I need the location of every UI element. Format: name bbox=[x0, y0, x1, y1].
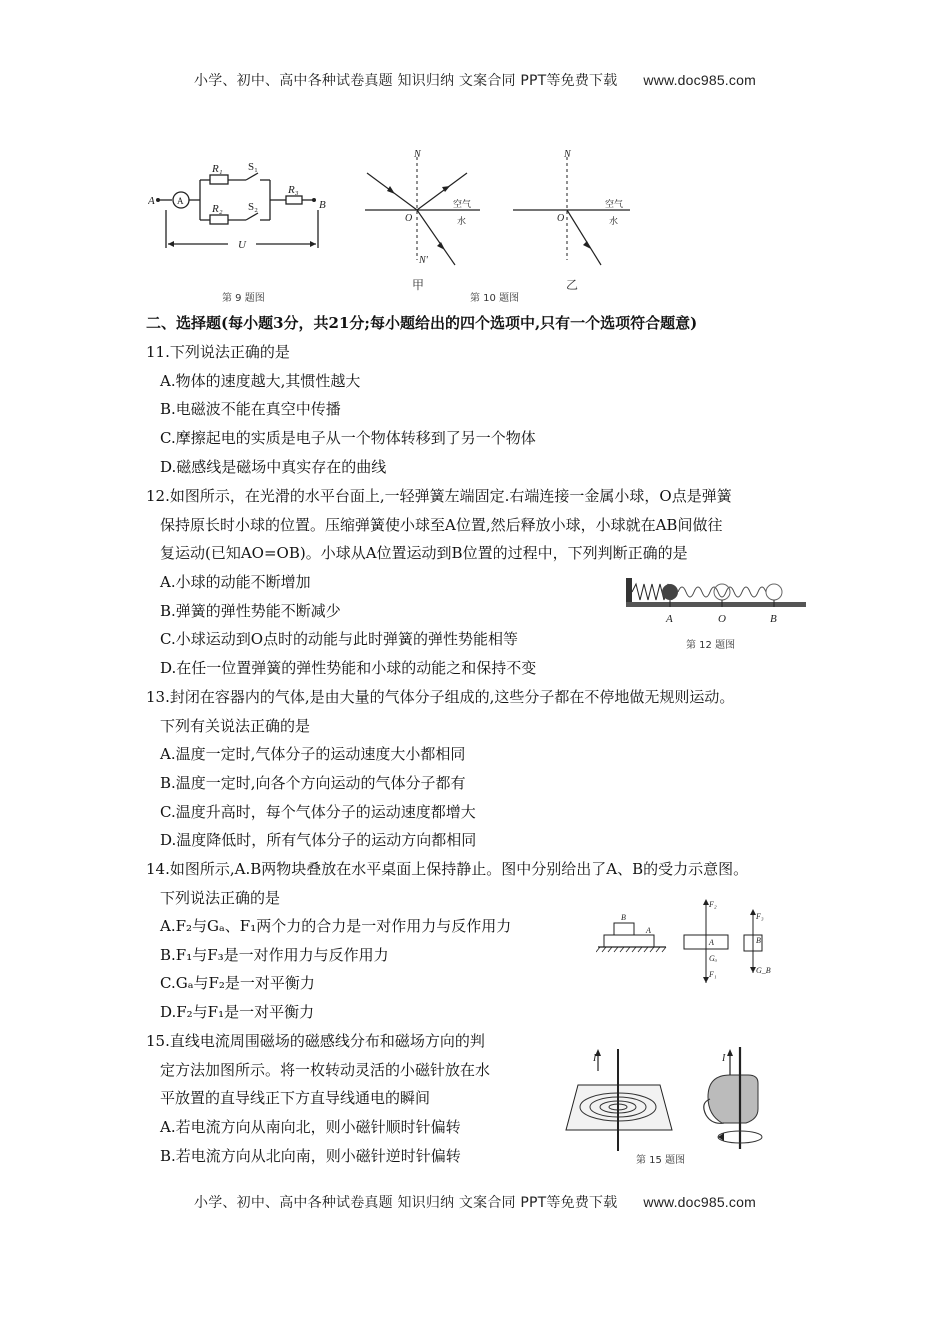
voltage-label: U bbox=[238, 239, 246, 251]
yi-water-label: 水 bbox=[609, 216, 619, 226]
q11-stem: 11.下列说法正确的是 bbox=[146, 343, 290, 361]
block-b-label: B bbox=[621, 913, 626, 922]
spring-label-a: A bbox=[666, 613, 673, 625]
header-text: 小学、初中、高中各种试卷真题 知识归纳 文案合同 PPT等免费下载 bbox=[194, 73, 618, 89]
q11-option-c: C.摩擦起电的实质是电子从一个物体转移到了另一个物体 bbox=[160, 429, 536, 447]
q12-stem-line1: 12.如图所示，在光滑的水平台面上,一轻弹簧左端固定.右端连接一金属小球，O点是弹簧 bbox=[146, 487, 732, 505]
q14-option-d: D.F₂与F₁是一对平衡力 bbox=[160, 1003, 315, 1021]
page-footer bbox=[0, 1192, 950, 1212]
figure-14-forces bbox=[596, 895, 796, 985]
fbd-a-label: A bbox=[709, 938, 714, 947]
q12-option-d: D.在任一位置弹簧的弹性势能和小球的动能之和保持不变 bbox=[160, 659, 537, 677]
spring-label-o: O bbox=[718, 613, 726, 625]
yi-normal-label-n: N bbox=[564, 149, 571, 160]
force-gb-label: G_B bbox=[756, 966, 771, 975]
s1-label: S₁ bbox=[248, 161, 258, 173]
force-ga-label: Gₐ bbox=[709, 954, 718, 963]
q13-stem-line2: 下列有关说法正确的是 bbox=[160, 717, 311, 735]
figure-9-circuit bbox=[148, 150, 328, 265]
q12-option-b: B.弹簧的弹性势能不断减少 bbox=[160, 602, 341, 620]
q14-option-a: A.F₂与Gₐ、F₁两个力的合力是一对作用力与反作用力 bbox=[160, 917, 512, 935]
fig10-caption: 第 10 题图 bbox=[470, 293, 520, 304]
circuit-label-b: B bbox=[319, 199, 326, 211]
q15-stem-line1: 15.直线电流周围磁场的磁感线分布和磁场方向的判 bbox=[146, 1032, 485, 1050]
q11-option-d: D.磁感线是磁场中真实存在的曲线 bbox=[160, 458, 387, 476]
figure-10-yi bbox=[505, 145, 635, 275]
normal-label-n: N bbox=[414, 149, 421, 160]
figure-12-spring bbox=[622, 574, 812, 630]
q13-option-a: A.温度一定时,气体分子的运动速度大小都相同 bbox=[160, 745, 466, 763]
force-diagram bbox=[596, 895, 796, 985]
current-label-left: I bbox=[593, 1053, 597, 1064]
r2-label: R₂ bbox=[212, 203, 223, 215]
fig15-caption: 第 15 题图 bbox=[636, 1155, 686, 1166]
air-label: 空气 bbox=[453, 199, 472, 209]
fbd-b-label: B bbox=[756, 936, 761, 945]
fig10-yi-label: 乙 bbox=[566, 278, 579, 292]
r1-label: R₁ bbox=[212, 163, 223, 175]
q12-option-c: C.小球运动到O点时的动能与此时弹簧的弹性势能相等 bbox=[160, 630, 519, 648]
page-header bbox=[0, 70, 950, 90]
block-a-label: A bbox=[646, 926, 651, 935]
force-f3-label: F₃ bbox=[756, 912, 764, 921]
r3-label: R₃ bbox=[288, 184, 299, 196]
q15-option-b: B.若电流方向从北向南，则小磁针逆时针偏转 bbox=[160, 1147, 461, 1165]
spring-ball-diagram bbox=[622, 574, 812, 630]
point-label-o: O bbox=[405, 213, 413, 224]
circuit-diagram bbox=[148, 150, 328, 265]
q11-option-a: A.物体的速度越大,其惯性越大 bbox=[160, 372, 361, 390]
refraction-diagram-yi bbox=[505, 145, 635, 275]
q14-stem-line1: 14.如图所示,A.B两物块叠放在水平桌面上保持静止。图中分别给出了A、B的受力示意图。 bbox=[146, 860, 749, 878]
water-label: 水 bbox=[457, 216, 467, 226]
footer-site: www.doc985.com bbox=[643, 1194, 756, 1210]
normal-label-n-prime: N' bbox=[419, 255, 428, 266]
q12-option-a: A.小球的动能不断增加 bbox=[160, 573, 311, 591]
section-2-title: 二、选择题(每小题3分，共21分;每小题给出的四个选项中,只有一个选项符合题意) bbox=[146, 314, 698, 332]
magnetic-field-diagram bbox=[560, 1045, 775, 1155]
q13-option-c: C.温度升高时，每个气体分子的运动速度都增大 bbox=[160, 803, 476, 821]
circuit-label-a: A bbox=[148, 195, 155, 207]
footer-text: 小学、初中、高中各种试卷真题 知识归纳 文案合同 PPT等免费下载 bbox=[194, 1195, 618, 1211]
q13-stem-line1: 13.封闭在容器内的气体,是由大量的气体分子组成的,这些分子都在不停地做无规则运动。 bbox=[146, 688, 735, 706]
q11-option-b: B.电磁波不能在真空中传播 bbox=[160, 400, 341, 418]
fig12-caption: 第 12 题图 bbox=[686, 640, 736, 651]
q12-stem-line3: 复运动(已知AO=OB)。小球从A位置运动到B位置的过程中，下列判断正确的是 bbox=[160, 544, 688, 562]
refraction-diagram-jia bbox=[355, 145, 485, 275]
q12-stem-line2: 保持原长时小球的位置。压缩弹簧使小球至A位置,然后释放小球，小球就在AB间做往 bbox=[160, 516, 723, 534]
s2-label: S₂ bbox=[248, 201, 258, 213]
fig9-caption: 第 9 题图 bbox=[222, 293, 265, 304]
q15-stem-line3: 平放置的直导线正下方直导线通电的瞬间 bbox=[160, 1089, 431, 1107]
yi-air-label: 空气 bbox=[605, 199, 624, 209]
force-f1-label: F₁ bbox=[709, 970, 717, 979]
q15-option-a: A.若电流方向从南向北，则小磁针顺时针偏转 bbox=[160, 1118, 461, 1136]
figure-10-jia bbox=[355, 145, 485, 275]
header-site: www.doc985.com bbox=[643, 72, 756, 88]
ammeter-label: A bbox=[177, 196, 184, 206]
q14-option-c: C.Gₐ与F₂是一对平衡力 bbox=[160, 974, 315, 992]
force-f2-label: F₂ bbox=[709, 900, 717, 909]
current-label-right: I bbox=[722, 1053, 726, 1064]
q14-stem-line2: 下列说法正确的是 bbox=[160, 889, 281, 907]
q13-option-d: D.温度降低时，所有气体分子的运动方向都相同 bbox=[160, 831, 477, 849]
figure-15-magnetic-field bbox=[560, 1045, 775, 1155]
spring-label-b: B bbox=[770, 613, 777, 625]
yi-point-label-o: O bbox=[557, 213, 565, 224]
fig10-jia-label: 甲 bbox=[412, 278, 425, 292]
q14-option-b: B.F₁与F₃是一对作用力与反作用力 bbox=[160, 946, 389, 964]
q13-option-b: B.温度一定时,向各个方向运动的气体分子都有 bbox=[160, 774, 466, 792]
q15-stem-line2: 定方法加图所示。将一枚转动灵活的小磁针放在水 bbox=[160, 1061, 491, 1079]
